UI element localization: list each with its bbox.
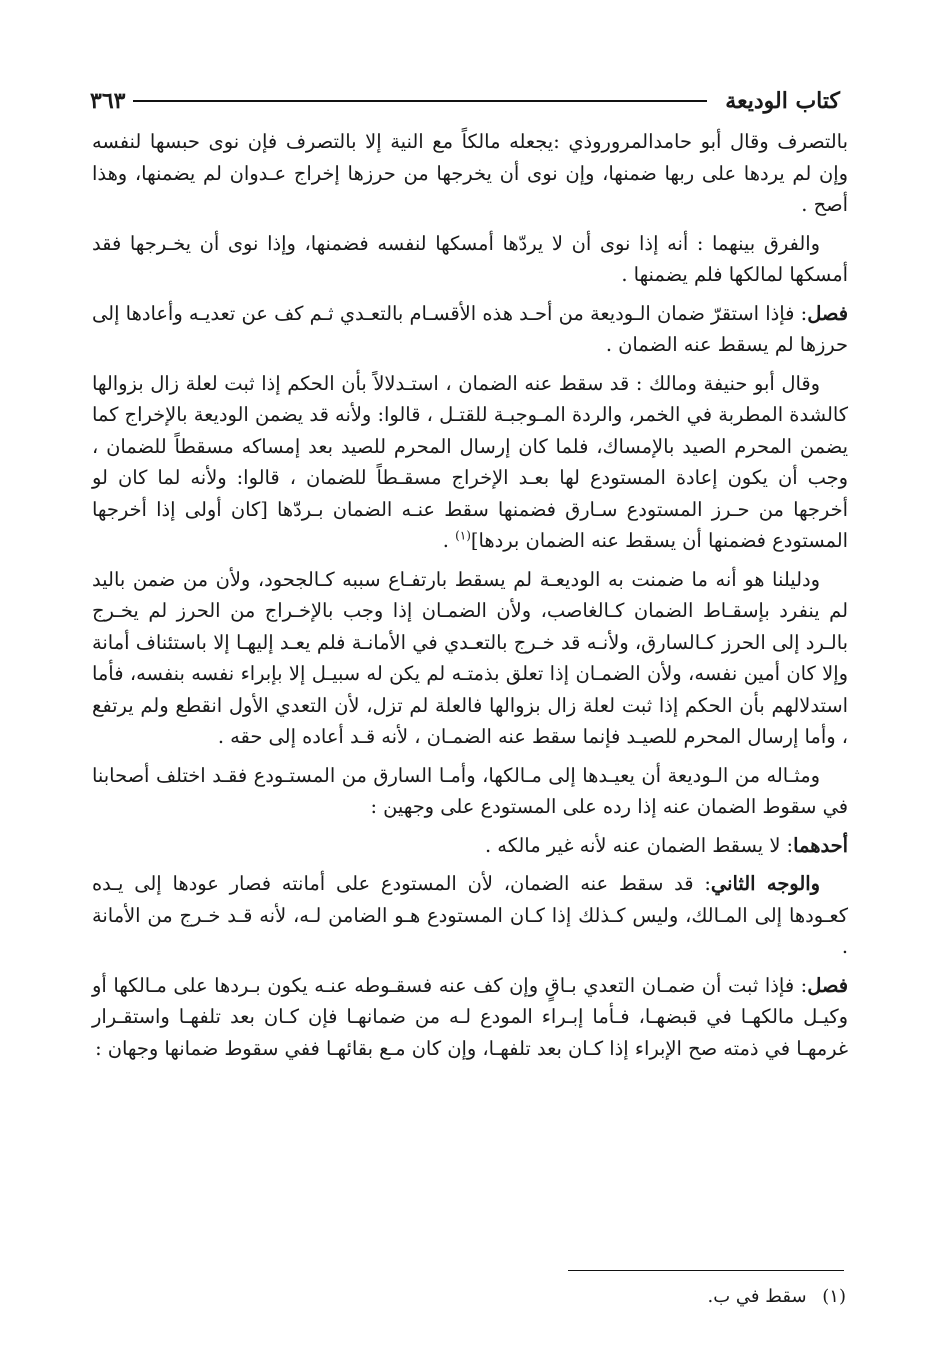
paragraph	[92, 830, 848, 862]
paragraph	[92, 228, 848, 291]
footnote	[92, 1283, 846, 1311]
paragraph	[92, 126, 848, 221]
paragraph: وقال أبو حنيفة ومالك : قد سقط عنه الضمان ، استـدلالاً بأن الحكم إذا ثبت لعلة زال بزوالها كالشدة المطربة في الخمر، والردة المـوجبـة للقتـل ، قالوا: ولأنه قد يضمن الوديعة بالإخراج كما يضمن المحرم الصيد بالإمساك، فلما كان إرسال المحرم للصيد بعد إمساكه مسقطاً للضمان ، وجب أن يكون إعادة المستودع لها بعـد الإخراج مسقـطاً للضمان ، قالوا: ولأنه لما كان لو أخرجها من حـرز المستودع سـارق فضمنها سقط عنـه الضمان بـردّها [كان أولى إذا أخرجها المستودع فضمنها أن يسقط عنه الضمان بردها]$^{(١)}$ .	[92, 371, 848, 552]
section-lead: فصل	[807, 301, 848, 325]
section-lead: أحدهما	[793, 833, 848, 857]
paragraph	[92, 868, 848, 963]
header-rule	[133, 100, 707, 102]
section-lead: والوجه الثاني	[710, 872, 820, 895]
paragraph-text: ودليلنا هو أنه ما ضمنت به الوديعـة لم يسقط بارتفـاع سببه كـالجحود، ولأن من ضمن باليد لم ينفرد بإسقـاط الضمان كـالغاصب، ولأن الضمـان إذا وجب بالإخـراج من الحرز لم يخـرج بالـرد إلى الحرز كـالسارق، ولأنـه قد خـرج بالتعـدي في الأمانـة فلم يعـد إليهـا إلا باستئناف أمانة وإلا كان أمين نفسه، ولأن الضمـان إذا تعلق بذمتـه لم يكن له سبيـل إلا بإبراء نفسه بنفسه، فأما استدلالهم بأن الحكم إذا ثبت لعلة زال بزوالها فالعلة لم تزل، لأن التعدي الأول انقطع ولم يرتفع ، وأما إرسال المحرم للصيـد فإنما سقط عنه الضمـان ، لأنه قـد أعاده إلى حقه .	[92, 567, 848, 748]
paragraph-text: : فإذا ثبت أن ضمـان التعدي بـاقٍ وإن كف عنه فسقـوطه عنـه يكون بـردها على مـالكها أو وكيـل مالكهـا في قبضهـا، فـأما إبـراء المودع لـه من ضمانهـا فإن كـان بعد تلفهـا واستقـرار غرمهـا في ذمته صح الإبراء إذا كـان بعد تلفهـا، وإن كان مـع بقائهـا ففي سقوط ضمانها وجهان :	[92, 973, 848, 1060]
footnote-mark: (١)	[822, 1286, 846, 1307]
paragraph-text: وقال أبو حنيفة ومالك : قد سقط عنه الضمان ، استـدلالاً بأن الحكم إذا ثبت لعلة زال بزوالها كالشدة المطربة في الخمر، والردة المـوجبـة للقتـل ، قالوا: ولأنه قد يضمن الوديعة بالإخراج كما يضمن المحرم الصيد بالإمساك، فلما كان إرسال المحرم للصيد بعد إمساكه مسقطاً للضمان ، وجب أن يكون إعادة المستودع لها بعـد الإخراج مسقـطاً للضمان ، قالوا: ولأنه لما كان لو أخرجها من حـرز المستودع سـارق فضمنها سقط عنـه الضمان بـردّها [كان أولى إذا أخرجها المستودع فضمنها أن يسقط عنه الضمان بردها]	[92, 371, 848, 552]
page-number: ٣٦٣	[90, 88, 126, 114]
running-header	[90, 84, 840, 118]
paragraph-text: : فإذا استقرّ ضمان الـوديعة من أحـد هذه الأقسـام بالتعـدي ثـم كف عن تعديـه وأعادها إلى حرزها لم يسقط عنه الضمان .	[92, 301, 848, 356]
footnote-rule	[568, 1270, 844, 1271]
footnote-reference[interactable]: (١)	[455, 528, 471, 543]
paragraph-text: والفرق بينهما : أنه إذا نوى أن لا يردّها أمسكها لنفسه فضمنها، وإذا نوى أن يخـرجها فقد أمسكها لمالكها فلم يضمنها .	[92, 231, 848, 286]
paragraph	[92, 298, 848, 361]
paragraph	[92, 760, 848, 823]
paragraph	[92, 970, 848, 1065]
body-text	[92, 126, 848, 1071]
paragraph-text: ومثـاله من الـوديعة أن يعيـدها إلى مـالكها، وأمـا السارق من المستـودع فقـد اختلف أصحابنا في سقوط الضمان عنه إذا رده على المستودع على وجهين :	[92, 763, 848, 818]
book-title: كتاب الوديعة	[725, 88, 840, 114]
paragraph-text: : قد سقط عنه الضمان، لأن المستودع على أمانته فصار عودها إلى يـده كعـودها إلى المـالك، وليس كـذلك إذا كـان المستودع هـو الضامن لـه، لأنه قـد خـرج من الأمانة .	[92, 872, 848, 958]
footnote-text: سقط في ب.	[707, 1286, 807, 1307]
paragraph-text: : لا يسقط الضمان عنه لأنه غير مالكه .	[484, 833, 794, 857]
paragraph	[92, 564, 848, 753]
paragraph-text: بالتصرف وقال أبو حامدالمروروذي :يجعله مالكاً مع النية إلا بالتصرف فإن نوى حبسها لنفسه وإن لم يردها على ربها ضمنها، وإن نوى أن يخرجها من حرزها إخراج عـدوان لم يضمنها، وهذا أصح .	[92, 130, 848, 216]
section-lead: فصل	[807, 973, 848, 997]
